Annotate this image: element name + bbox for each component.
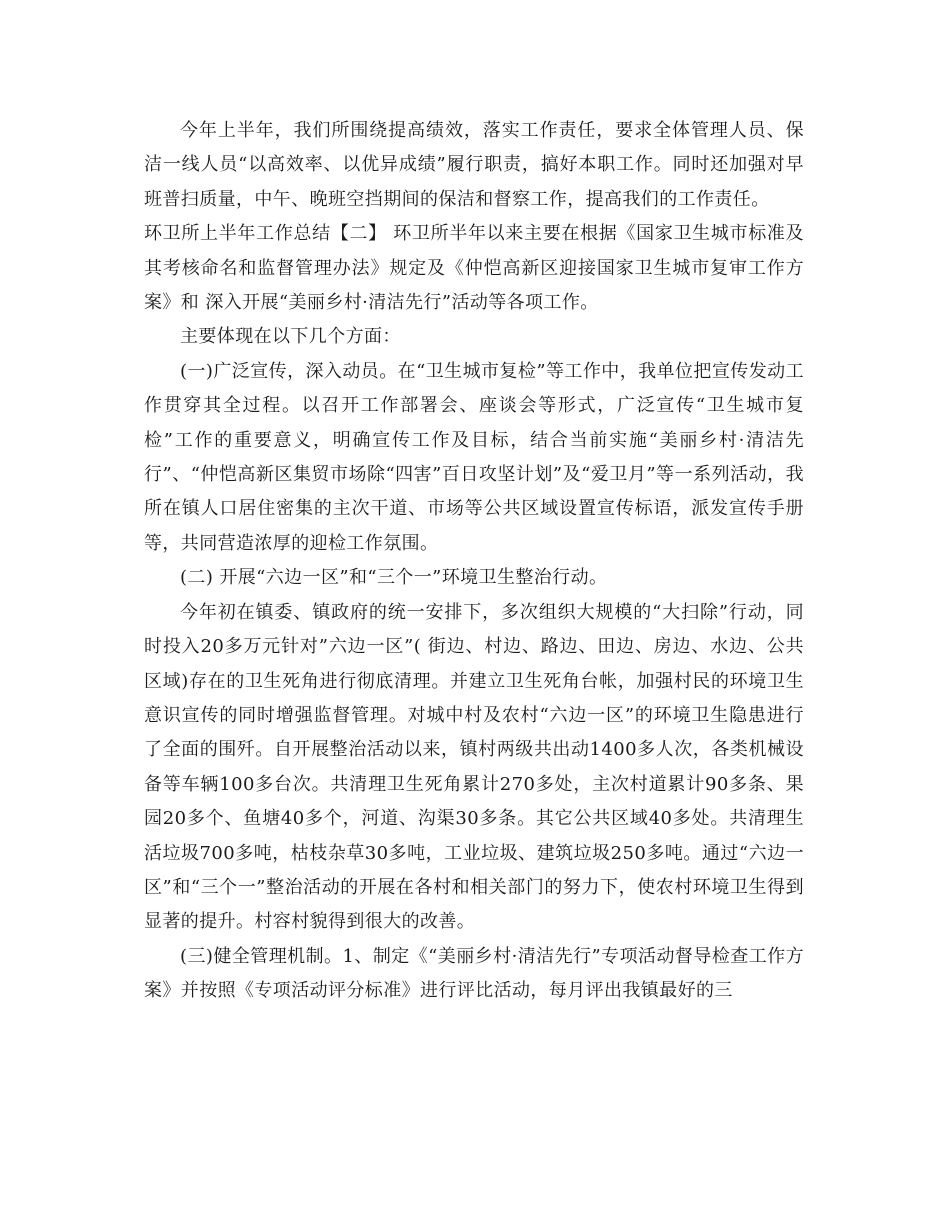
paragraph-6: 今年初在镇委、镇政府的统一安排下，多次组织大规模的“大扫除”行动，同时投入20多万元针对”六边一区”( 街边、村边、路边、田边、房边、水边、公共区域)存在的卫生死角进行彻底清理。并建立卫生死角台帐，加强村民的环境卫生意识宣传的同时增强监督管理。对城中村及农村“六边一区”的环境卫生隐患进行了全面的围歼。自开展整治活动以来，镇村两级共出动1400多人次，各类机械设备等车辆100多台次。共清理卫生死角累计270多处，主次村道累计90多条、果园20多个、鱼塘40多个，河道、沟渠30多条。其它公共区域40多处。共清理生活垃圾700多吨，枯枝杂草30多吨，工业垃圾、建筑垃圾250多吨。通过“六边一区”和“三个一”整治活动的开展在各村和相关部门的努力下，使农村环境卫生得到显著的提升。村容村貌得到很大的改善。	[144, 601, 804, 933]
paragraph-7: (三)健全管理机制。1、制定《“美丽乡村·清洁先行”专项活动督导检查工作方案》并按照《专项活动评分标准》进行评比活动，每月评出我镇最好的三	[144, 945, 804, 1002]
paragraph-1: 今年上半年，我们所围绕提高绩效，落实工作责任，要求全体管理人员、保洁一线人员“以高效率、以优异成绩”履行职责，搞好本职工作。同时还加强对早班普扫质量，中午、晚班空挡期间的保洁和督察工作，提高我们的工作责任。	[144, 120, 804, 210]
paragraph-2: 环卫所上半年工作总结【二】 环卫所半年以来主要在根据《国家卫生城市标准及其考核命名和监督管理办法》规定及《仲恺高新区迎接国家卫生城市复审工作方案》和 深入开展“美丽乡村·清洁先行”活动等各项工作。	[144, 223, 804, 314]
paragraph-5: (二) 开展“六边一区”和“三个一”环境卫生整治行动。	[180, 567, 608, 589]
document-body	[144, 114, 804, 1009]
paragraph-3: 主要体现在以下几个方面：	[180, 326, 401, 348]
paragraph-4: (一)广泛宣传，深入动员。在“卫生城市复检”等工作中，我单位把宣传发动工作贯穿其全过程。以召开工作部署会、座谈会等形式，广泛宣传“卫生城市复检”工作的重要意义，明确宣传工作及目标，结合当前实施“美丽乡村·清洁先行”、“仲恺高新区集贸市场除“四害”百日攻坚计划”及“爱卫月”等一系列活动，我所在镇人口居住密集的主次干道、市场等公共区域设置宣传标语，派发宣传手册等，共同营造浓厚的迎检工作氛围。	[144, 360, 804, 554]
